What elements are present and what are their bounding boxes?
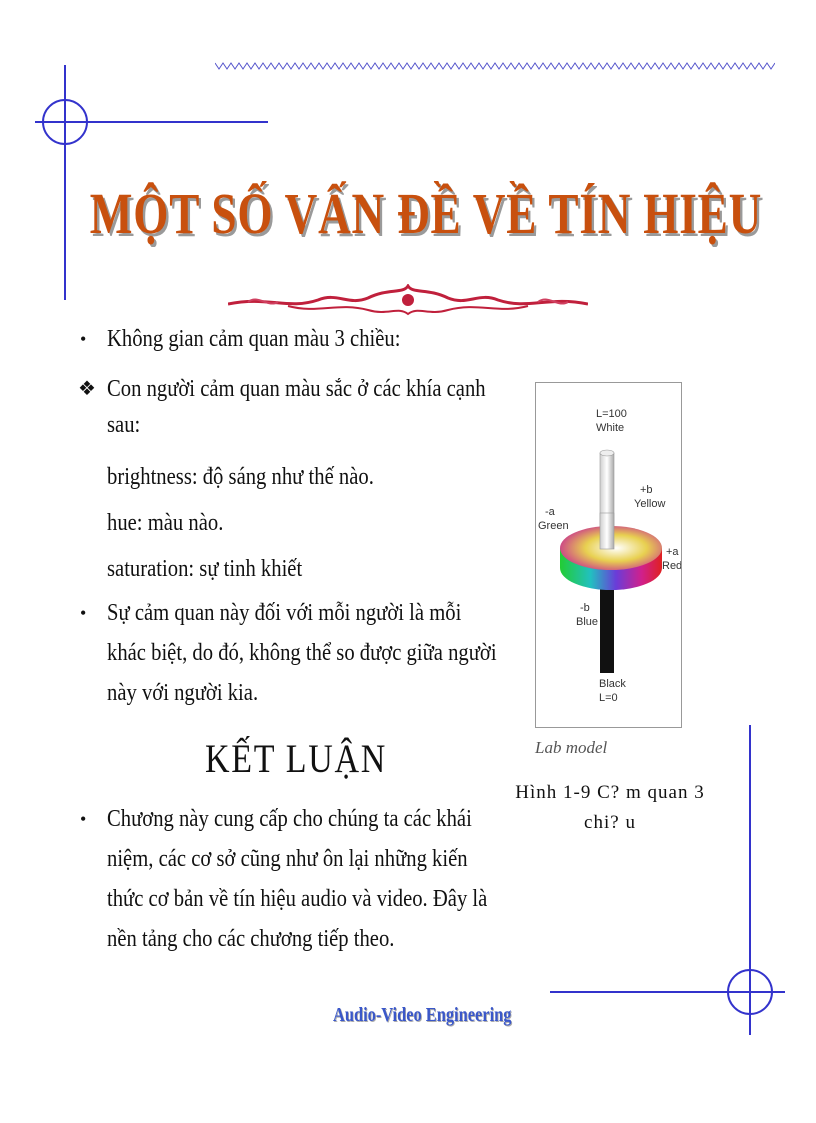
bullet-text: Con người cảm quan màu sắc ở các khía cạnh (107, 376, 486, 402)
figure-caption-line: Hình 1-9 C? m quan 3 (515, 782, 705, 803)
label-minus-a: -a (545, 506, 555, 518)
figure-caption-line: chi? u (584, 812, 636, 833)
lab-model-diagram (536, 383, 681, 727)
conclusion-text: nền tảng cho các chương tiếp theo. (107, 926, 395, 952)
bottom-right-corner-decoration (540, 720, 790, 1040)
title-ornament (228, 284, 588, 318)
top-zigzag-border (215, 60, 775, 72)
bullet-dot: • (80, 329, 87, 349)
sub-item-brightness: brightness: độ sáng như thế nào. (107, 464, 374, 490)
label-white-l: L=100 (596, 408, 627, 420)
sub-item-hue: hue: màu nào. (107, 510, 224, 536)
label-red: Red (662, 560, 681, 572)
label-yellow: Yellow (634, 498, 666, 510)
label-black-l: L=0 (599, 692, 618, 704)
sub-item-saturation: saturation: sự tinh khiết (107, 556, 303, 582)
label-green: Green (538, 520, 569, 532)
bullet-text-cont: khác biệt, do đó, không thể so được giữa người (107, 640, 497, 666)
label-blue: Blue (576, 616, 599, 628)
bullet-text-cont: này với người kia. (107, 680, 259, 706)
footer-text: Audio-Video Engineering (333, 1004, 512, 1026)
label-white: White (596, 422, 625, 434)
bullet-text-cont: sau: (107, 412, 141, 438)
figure-label: Lab model (535, 738, 608, 757)
conclusion-text: thức cơ bản về tín hiệu audio và video. Đây là (107, 886, 488, 912)
label-plus-b: +b (640, 484, 653, 496)
diamond-bullet-icon: ❖ (78, 378, 96, 400)
page-title: MỘT SỐ VẤN ĐỀ VỀ TÍN HIỆU (89, 181, 763, 246)
figure-caption (510, 778, 710, 838)
bullet-dot: • (80, 809, 87, 829)
label-black: Black (599, 678, 626, 690)
bullet-text: Sự cảm quan này đối với mỗi người là mỗi (107, 600, 462, 626)
conclusion-heading: KẾT LUẬN (205, 736, 388, 781)
label-minus-b: -b (580, 602, 590, 614)
bullet-dot: • (80, 603, 87, 623)
conclusion-text: niệm, các cơ sở cũng như ôn lại những kiến (107, 846, 468, 872)
lab-model-figure (535, 382, 682, 728)
bullet-text: Không gian cảm quan màu 3 chiều: (107, 326, 401, 352)
conclusion-text: Chương này cung cấp cho chúng ta các khái (107, 806, 472, 832)
label-plus-a: +a (666, 546, 679, 558)
